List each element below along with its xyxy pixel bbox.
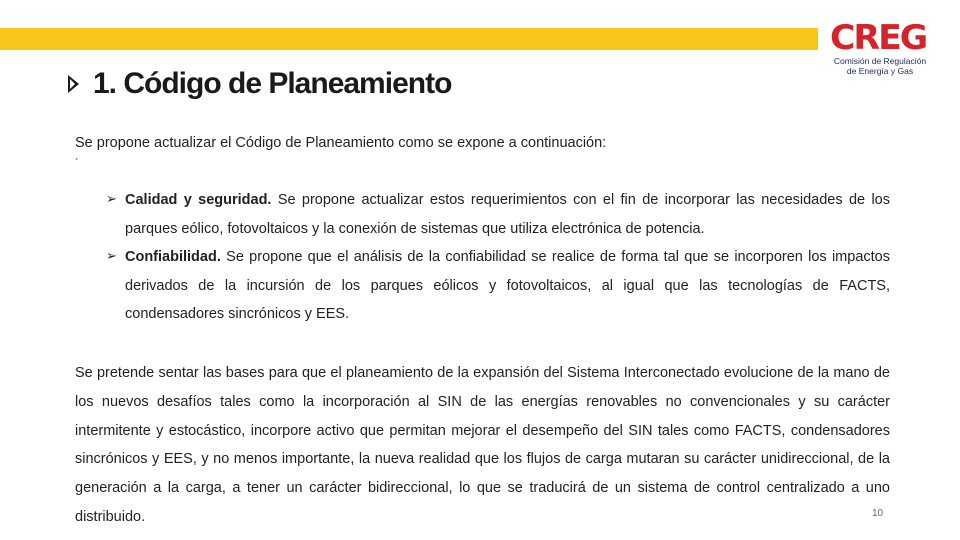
bullet-lead: Confiabilidad. [125, 249, 221, 265]
header-accent-bar [0, 28, 818, 50]
arrowhead-bullet-icon: ➢ [106, 249, 117, 264]
stray-mark: ´ [75, 156, 79, 170]
bullet-list [106, 186, 890, 329]
page-title: 1. Código de Planeamiento [93, 67, 452, 100]
triangle-right-icon [68, 75, 79, 93]
bullet-text: Se propone actualizar estos requerimientos con el fin de incorporar las necesidades de los parques eólico, fotovoltaicos y la conexión de sistemas que utiliza electrónica de potencia. [125, 192, 890, 237]
body-paragraph: Se pretende sentar las bases para que el planeamiento de la expansión del Sistema Interconectado evolucione de la mano de los nuevos desafíos tales como la incorporación al SIN de las energías renovables no convencionales y su carácter intermitente y estocástico, incorpore activo que permitan mejorar el desempeño del SIN tales como FACTS, condensadores sincrónicos y EES, y no menos importante, la nueva realidad que los flujos de carga mutaran su carácter unidireccional, de la generación a la carga, a tener un carácter bidireccional, lo que se traducirá de un sistema de control centralizado a uno distribuido. [75, 365, 890, 525]
intro-text: Se propone actualizar el Código de Planeamiento como se expone a continuación: [75, 135, 607, 151]
bullet-text: Se propone que el análisis de la confiabilidad se realice de forma tal que se incorporen los impactos derivados de la incursión de los parques eólicos y fotovoltaicos, al igual que las tecnologías de FACTS, condensadores sincrónicos y EES. [125, 249, 890, 322]
logo-subtitle-line-2: de Energía y Gas [846, 66, 914, 76]
bullet-lead: Calidad y seguridad. [125, 192, 272, 208]
arrowhead-bullet-icon: ➢ [106, 192, 117, 207]
list-item [106, 243, 890, 329]
logo-subtitle-line-1: Comisión de Regulación [833, 56, 927, 66]
logo-subtitle [828, 56, 932, 76]
page-number: 10 [872, 508, 884, 519]
list-item [106, 186, 890, 243]
logo-wordmark: CREG [830, 18, 927, 58]
creg-logo [828, 20, 938, 82]
